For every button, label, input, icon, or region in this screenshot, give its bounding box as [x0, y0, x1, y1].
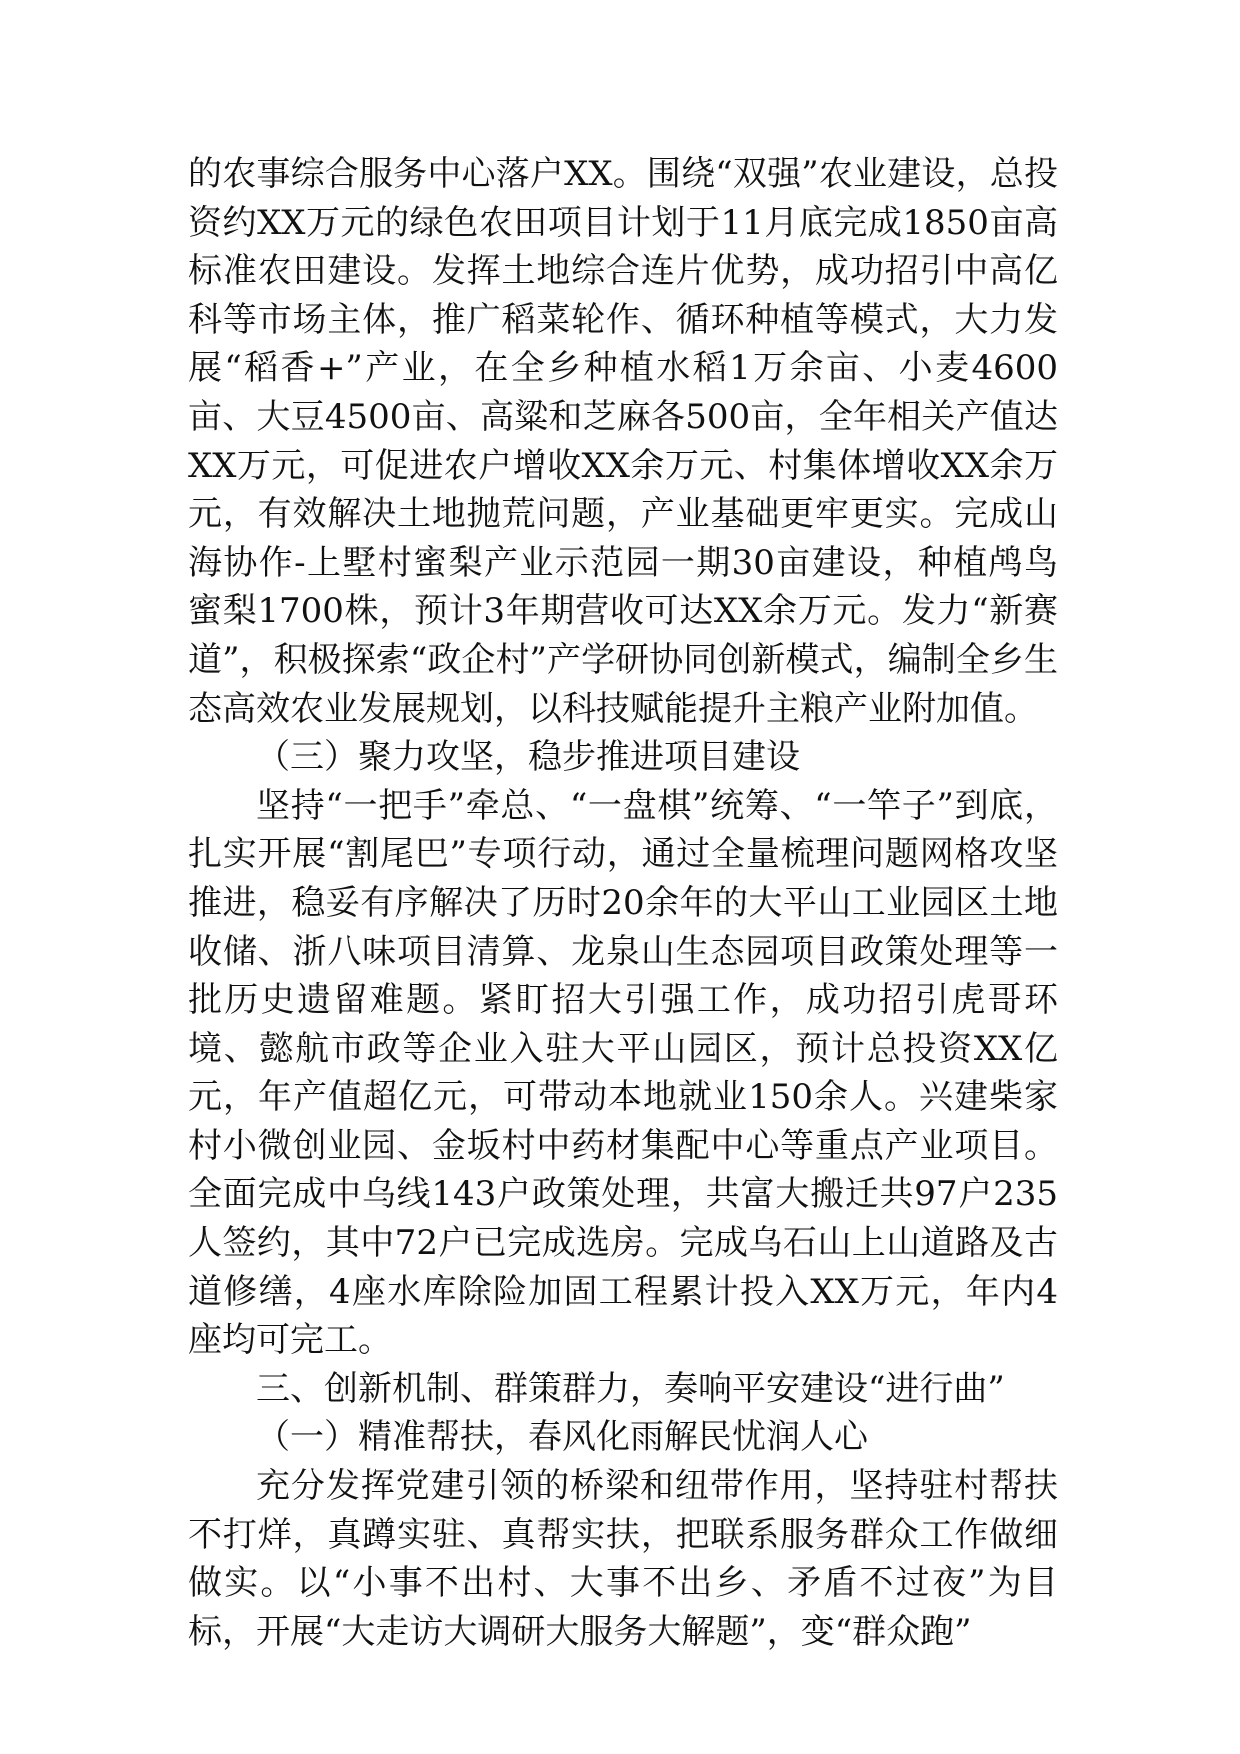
chapter-heading-innovation-mechanism: 三、创新机制、群策群力，奏响平安建设“进行曲” — [256, 1368, 1005, 1409]
document-page — [188, 150, 1058, 1656]
body-paragraph-precise-assistance: 充分发挥党建引领的桥梁和纽带作用，坚持驻村帮扶不打烊，真蹲实驻、真帮实扶，把联系服务群众工作做细做实。以“小事不出村、大事不出乡、矛盾不过夜”为目标，开展“大走访大调研大服务大解题”，变“群众跑” — [188, 1466, 1058, 1652]
section-heading-project-construction: （三）聚力攻坚，稳步推进项目建设 — [256, 737, 800, 778]
body-paragraph-agriculture: 的农事综合服务中心落户XX。围绕“双强”农业建设，总投资约XX万元的绿色农田项目计划于11月底完成1850亩高标准农田建设。发挥土地综合连片优势，成功招引中高亿科等市场主体，推广稻菜轮作、循环种植等模式，大力发展“稻香+”产业，在全乡种植水稻1万余亩、小麦4600亩、大豆4500亩、高粱和芝麻各500亩，全年相关产值达XX万元，可促进农户增收XX余万元、村集体增收XX余万元，有效解决土地抛荒问题，产业基础更牢更实。完成山海协作-上墅村蜜梨产业示范园一期30亩建设，种植鸬鸟蜜梨1700株，预计3年期营收可达XX余万元。发力“新赛道”，积极探索“政企村”产学研协同创新模式，编制全乡生态高效农业发展规划，以科技赋能提升主粮产业附加值。 — [188, 154, 1058, 729]
body-paragraph-project-construction: 坚持“一把手”牵总、“一盘棋”统筹、“一竿子”到底，扎实开展“割尾巴”专项行动，通过全量梳理问题网格攻坚推进，稳妥有序解决了历时20余年的大平山工业园区土地收储、浙八味项目清算、龙泉山生态园项目政策处理等一批历史遗留难题。紧盯招大引强工作，成功招引虎哥环境、懿航市政等企业入驻大平山园区，预计总投资XX亿元，年产值超亿元，可带动本地就业150余人。兴建柴家村小微创业园、金坂村中药材集配中心等重点产业项目。全面完成中乌线143户政策处理，共富大搬迁共97户235人签约，其中72户已完成选房。完成乌石山上山道路及古道修缮，4座水库除险加固工程累计投入XX万元，年内4座均可完工。 — [188, 785, 1058, 1361]
section-heading-precise-assistance: （一）精准帮扶，春风化雨解民忧润人心 — [256, 1417, 868, 1458]
